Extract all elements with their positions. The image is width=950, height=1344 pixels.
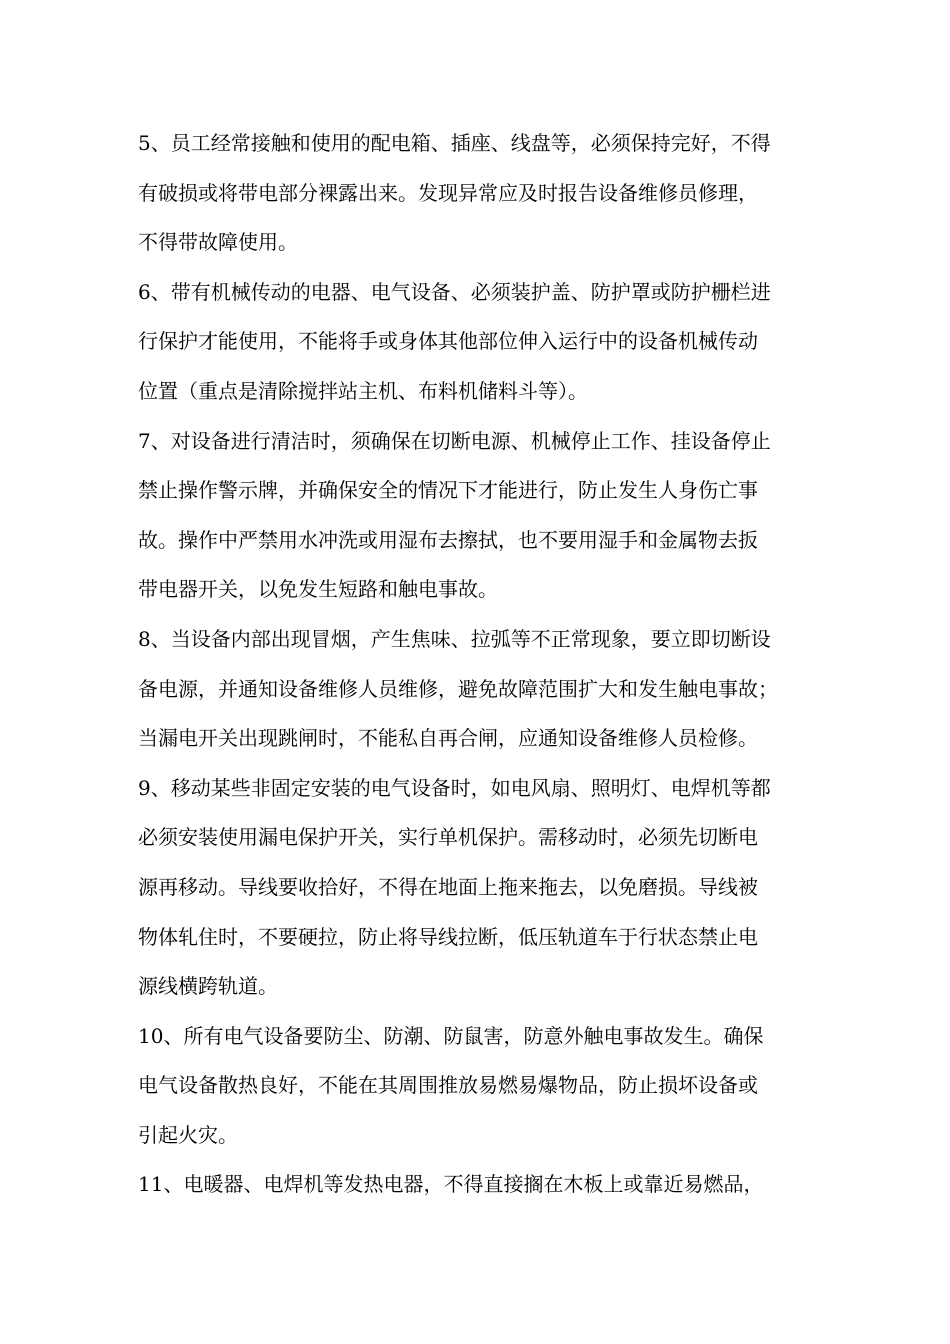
text-line: 有破损或将带电部分裸露出来。发现异常应及时报告设备维修员修理，: [138, 180, 758, 205]
text-line: 不得带故障使用。: [138, 230, 298, 255]
text-line: 电气设备散热良好，不能在其周围推放易燃易爆物品，防止损坏设备或: [138, 1073, 758, 1098]
text-line: 当漏电开关出现跳闸时，不能私自再合闸，应通知设备维修人员检修。: [138, 726, 758, 751]
text-line: 物体轧住时，不要硬拉，防止将导线拉断，低压轨道车于行状态禁止电: [138, 924, 758, 949]
text-line: 8、当设备内部出现冒烟，产生焦味、拉弧等不正常现象，要立即切断设: [138, 626, 771, 651]
text-line: 10、所有电气设备要防尘、防潮、防鼠害，防意外触电事故发生。确保: [138, 1023, 764, 1048]
text-line: 源线横跨轨道。: [138, 974, 278, 999]
text-line: 禁止操作警示牌，并确保安全的情况下才能进行，防止发生人身伤亡事: [138, 478, 758, 503]
text-line: 故。操作中严禁用水冲洗或用湿布去擦拭，也不要用湿手和金属物去扳: [138, 527, 758, 552]
text-line: 源再移动。导线要收拾好，不得在地面上拖来拖去，以免磨损。导线被: [138, 874, 758, 899]
text-line: 6、带有机械传动的电器、电气设备、必须装护盖、防护罩或防护栅栏进: [138, 279, 771, 304]
text-line: 备电源，并通知设备维修人员维修，避免故障范围扩大和发生触电事故；: [138, 676, 778, 701]
document-page: [138, 119, 828, 1210]
text-line: 位置（重点是清除搅拌站主机、布料机储料斗等）。: [138, 378, 588, 403]
text-line: 11、电暖器、电焊机等发热电器，不得直接搁在木板上或靠近易燃品，: [138, 1172, 764, 1197]
text-line: 7、对设备进行清洁时，须确保在切断电源、机械停止工作、挂设备停止: [138, 428, 771, 453]
text-line: 5、员工经常接触和使用的配电箱、插座、线盘等，必须保持完好，不得: [138, 131, 771, 155]
text-line: 9、移动某些非固定安装的电气设备时，如电风扇、照明灯、电焊机等都: [138, 775, 771, 800]
text-line: 带电器开关，以免发生短路和触电事故。: [138, 577, 498, 602]
text-line: 引起火灾。: [138, 1122, 238, 1147]
text-line: 必须安装使用漏电保护开关，实行单机保护。需移动时，必须先切断电: [138, 825, 758, 850]
text-line: 行保护才能使用，不能将手或身体其他部位伸入运行中的设备机械传动: [138, 329, 758, 354]
